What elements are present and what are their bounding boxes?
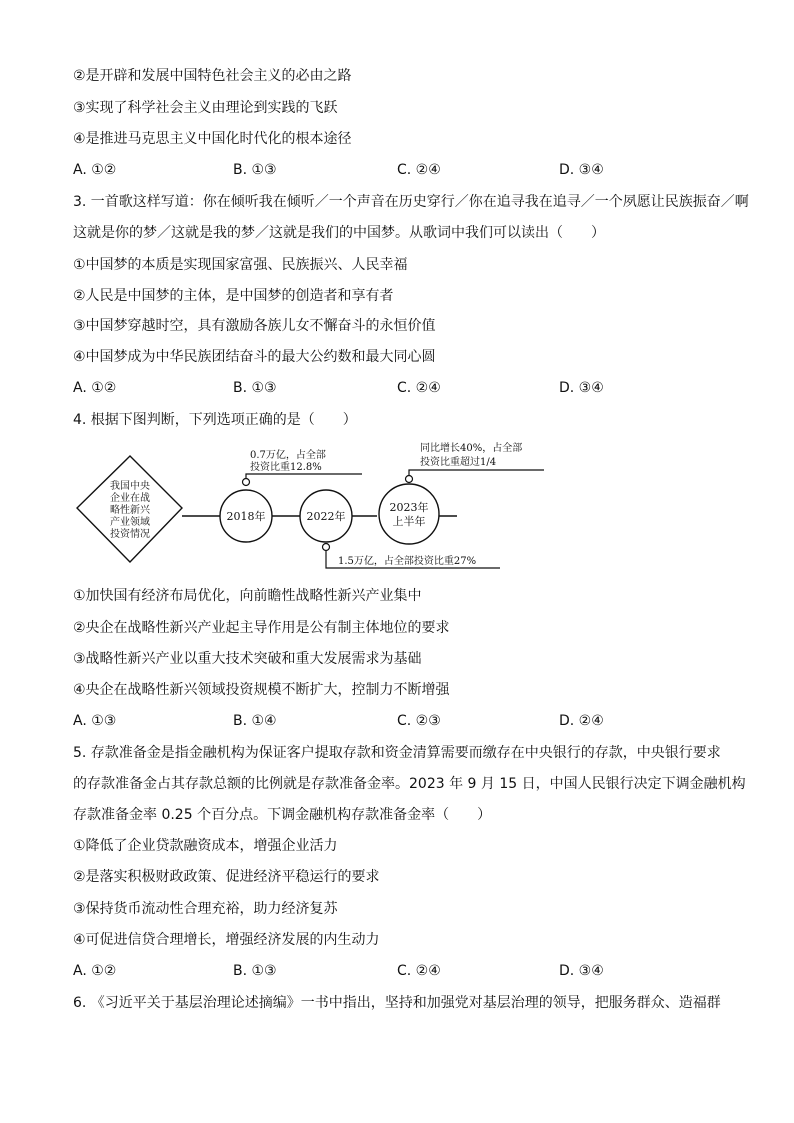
node-2018-connector [243,479,250,486]
q3-option-b[interactable]: B. ①③ [233,380,277,396]
q5-stem-line-2: 的存款准备金占其存款总额的比例就是存款准备金率。2023 年 9 月 15 日，中国人民银行决定下调金融机构 [73,776,746,792]
q5-statement-1: ①降低了企业贷款融资成本，增强企业活力 [73,838,338,854]
q5-option-c[interactable]: C. ②④ [397,963,441,979]
node-2023-leader [409,470,544,475]
q2-option-c[interactable]: C. ②④ [397,162,441,178]
node-2023-label-1: 2023年 [389,501,429,514]
label-2022: 1.5万亿，占全部投资比重27% [338,556,477,567]
q4-statement-4: ④央企在战略性新兴领域投资规模不断扩大，控制力不断增强 [73,682,450,698]
node-2023-connector [406,476,413,483]
q2-option-d[interactable]: D. ③④ [559,162,604,178]
diamond-text-3: 略性新兴 [110,505,150,516]
q4-option-a[interactable]: A. ①③ [73,713,117,729]
q2-option-a[interactable]: A. ①② [73,162,117,178]
node-2023-h1 [379,484,439,544]
diamond-text-2: 企业在战 [110,493,150,504]
q2-statement-4: ④是推进马克思主义中国化时代化的根本途径 [73,131,352,147]
diamond-text-4: 产业领域 [110,517,150,528]
node-2023-label-2: 上半年 [392,515,426,528]
q3-statement-2: ②人民是中国梦的主体，是中国梦的创造者和享有者 [73,288,394,304]
q2-option-b[interactable]: B. ①③ [233,162,277,178]
q2-options [73,160,733,180]
q5-stem-line-1: 5. 存款准备金是指金融机构为保证客户提取存款和资金清算需要而缴存在中央银行的存款，中央银行要求 [73,745,721,761]
q6-stem-line-1: 6. 《习近平关于基层治理论述摘编》一书中指出，坚持和加强党对基层治理的领导，把服务群众、造福群 [73,995,721,1011]
q4-statement-1: ①加快国有经济布局优化，向前瞻性战略性新兴产业集中 [73,588,422,604]
q5-option-d[interactable]: D. ③④ [559,963,604,979]
diamond-text-1: 我国中央 [110,481,150,492]
q3-statement-1: ①中国梦的本质是实现国家富强、民族振兴、人民幸福 [73,257,408,273]
node-2018-label: 2018年 [226,510,266,523]
q3-option-d[interactable]: D. ③④ [559,380,604,396]
diamond-text-5: 投资情况 [110,529,150,540]
label-2023-line-2: 投资比重超过1/4 [420,457,497,468]
q4-options [73,711,733,731]
q4-statement-3: ③战略性新兴产业以重大技术突破和重大发展需求为基础 [73,651,422,667]
q4-stem: 4. 根据下图判断，下列选项正确的是（ ） [73,412,357,428]
q5-option-a[interactable]: A. ①② [73,963,117,979]
label-2018-line-1: 0.7万亿，占全部 [250,450,326,461]
q3-option-a[interactable]: A. ①② [73,380,117,396]
node-2018-leader [246,474,362,478]
q2-statement-3: ③实现了科学社会主义由理论到实践的飞跃 [73,100,338,116]
q4-timeline-diagram [72,438,523,576]
q5-option-b[interactable]: B. ①③ [233,963,277,979]
label-2018-line-2: 投资比重12.8% [250,462,322,473]
q5-statement-2: ②是落实积极财政政策、促进经济平稳运行的要求 [73,869,380,885]
q5-statement-3: ③保持货币流动性合理充裕，助力经济复苏 [73,901,338,917]
q3-option-c[interactable]: C. ②④ [397,380,441,396]
q3-stem-line-1: 3. 一首歌这样写道：你在倾听我在倾听／一个声音在历史穿行／你在追寻我在追寻／一个夙愿让民族振奋／啊 [73,194,749,210]
q4-statement-2: ②央企在战略性新兴产业起主导作用是公有制主体地位的要求 [73,620,450,636]
label-2023-line-1: 同比增长40%，占全部 [420,443,523,454]
q3-statement-4: ④中国梦成为中华民族团结奋斗的最大公约数和最大同心圆 [73,349,436,365]
q3-stem-line-2: 这就是你的梦／这就是我的梦／这就是我们的中国梦。从歌词中我们可以读出（ ） [73,225,605,241]
q5-statement-4: ④可促进信贷合理增长，增强经济发展的内生动力 [73,932,380,948]
q5-options [73,961,733,981]
q2-statement-2: ②是开辟和发展中国特色社会主义的必由之路 [73,68,352,84]
q5-stem-line-3: 存款准备金率 0.25 个百分点。下调金融机构存款准备金率（ ） [73,807,492,823]
node-2022-label: 2022年 [306,510,346,523]
q3-statement-3: ③中国梦穿越时空，具有激励各族儿女不懈奋斗的永恒价值 [73,318,436,334]
q3-options [73,378,733,398]
q4-option-c[interactable]: C. ②③ [397,713,441,729]
q4-option-d[interactable]: D. ②④ [559,713,604,729]
q4-option-b[interactable]: B. ①④ [233,713,277,729]
node-2022-connector [323,544,330,551]
